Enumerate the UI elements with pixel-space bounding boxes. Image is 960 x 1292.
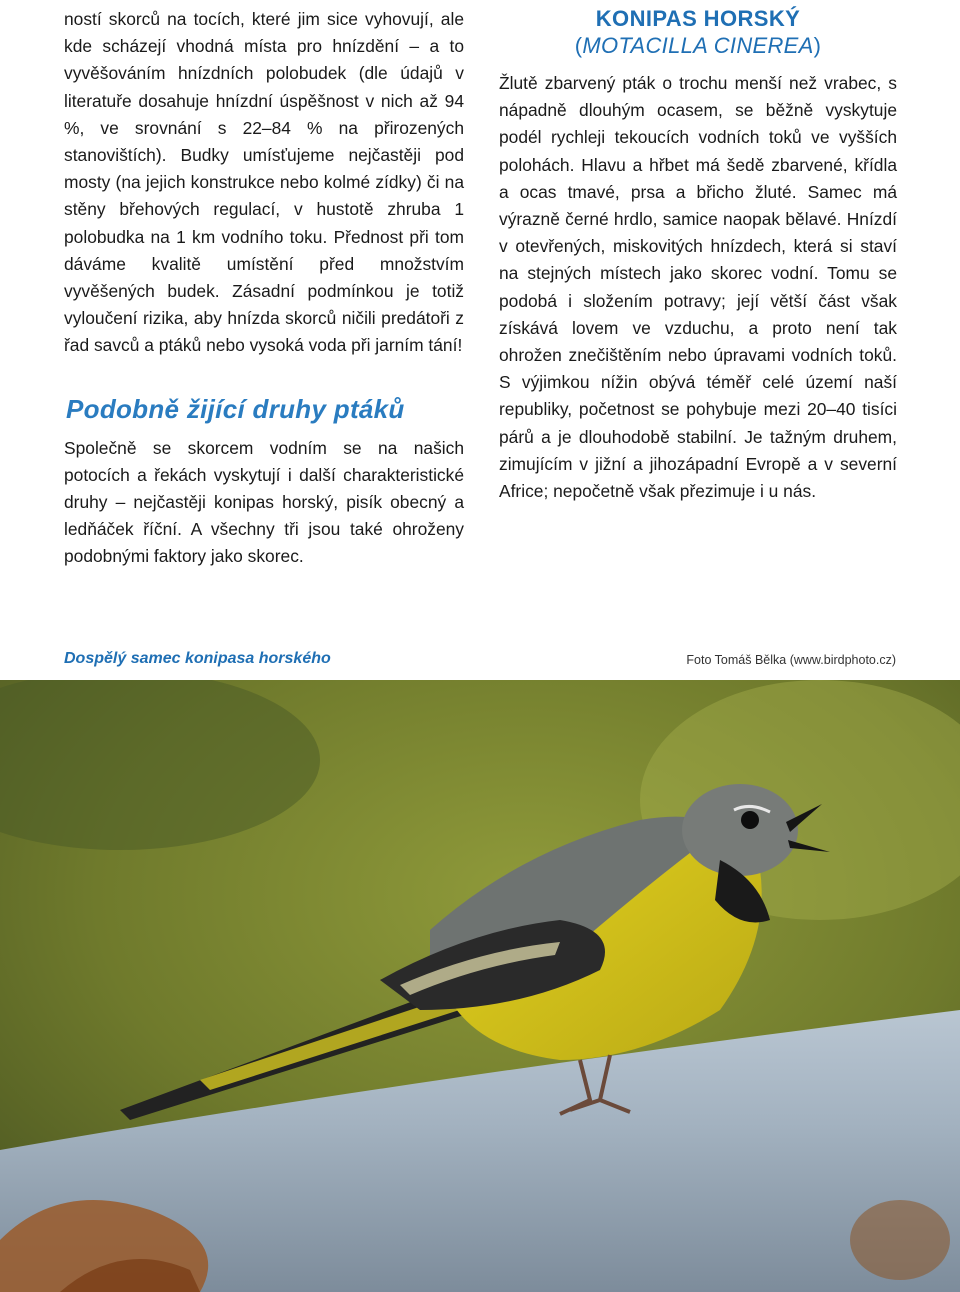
- photo-credit: Foto Tomáš Bělka (www.birdphoto.cz): [686, 653, 896, 667]
- photo-caption: Dospělý samec konipasa horského: [64, 650, 331, 667]
- species-title: KONIPAS HORSKÝ: [595, 6, 801, 31]
- latin-name: MOTACILLA CINEREA: [582, 33, 814, 58]
- latin-open-paren: (: [574, 33, 583, 58]
- left-paragraph-1: ností skorců na tocích, které jim sice vyhovují, ale kde scházejí vhodná místa pro hnízdění – a to vyvěšováním hnízdních polobudek (dle údajů v literatuře dosahuje hnízdní úspěšnost v nich až 94 %, ve srovnání s 22–84 % na přirozených stanovištích). Budky umísťujeme nejčastěji pod mosty (na jejich konstrukce nebo kolmé zídky) či na stěny břehových regulací, v hustotě zhruba 1 polobudka na 1 km vodního toku. Přednost při tom dáváme kvalitě umístění před množstvím vyvěšených budek. Zásadní podmínkou je totiž vyloučení rizika, aby hnízda skorců ničili predátoři z řad savců a ptáků nebo vysoká voda při jarním tání!: [64, 9, 464, 356]
- species-description: Žlutě zbarvený pták o trochu menší než vrabec, s nápadně dlouhým ocasem, se běžně vyskytuje podél rychleji tekoucích vodních toků ve vyšších polohách. Hlavu a hřbet má šedě zbarvené, křídla a ocas tmavé, prsa a břicho žluté. Samec má výrazně černé hrdlo, samice naopak bělavé. Hnízdí v otevřených, miskovitých hnízdech, která si staví na stejných místech jako skorec vodní. Tomu se podobá i složením potravy; její větší část však získává lovem ve vzduchu, a proto není tak ohrožen znečištěním nebo úpravami vodních toků. S výjimkou nížin obývá téměř celé území naší republiky, početnost se pohybuje mezi 20–40 tisíci párů a je dlouhodobě stabilní. Je tažným druhem, zimujícím v jižní a jihozápadní Evropě a v severní Africe; nepočetně však přezimuje i u nás.: [499, 73, 897, 502]
- bird-eye: [741, 811, 759, 829]
- bird-photo: [0, 680, 960, 1292]
- latin-close-paren: ): [813, 33, 822, 58]
- section-heading: Podobně žijící druhy ptáků: [66, 393, 405, 424]
- bird-head: [682, 784, 798, 876]
- species-latin-name: [499, 32, 897, 60]
- left-column: [64, 6, 464, 571]
- left-paragraph-2: Společně se skorcem vodním se na našich potocích a řekách vyskytují i další charakteristické druhy – nejčastěji konipas horský, pisík obecný a ledňáček říční. A všechny tři jsou také ohroženy podobnými faktory jako skorec.: [64, 437, 464, 567]
- species-box: [499, 6, 897, 505]
